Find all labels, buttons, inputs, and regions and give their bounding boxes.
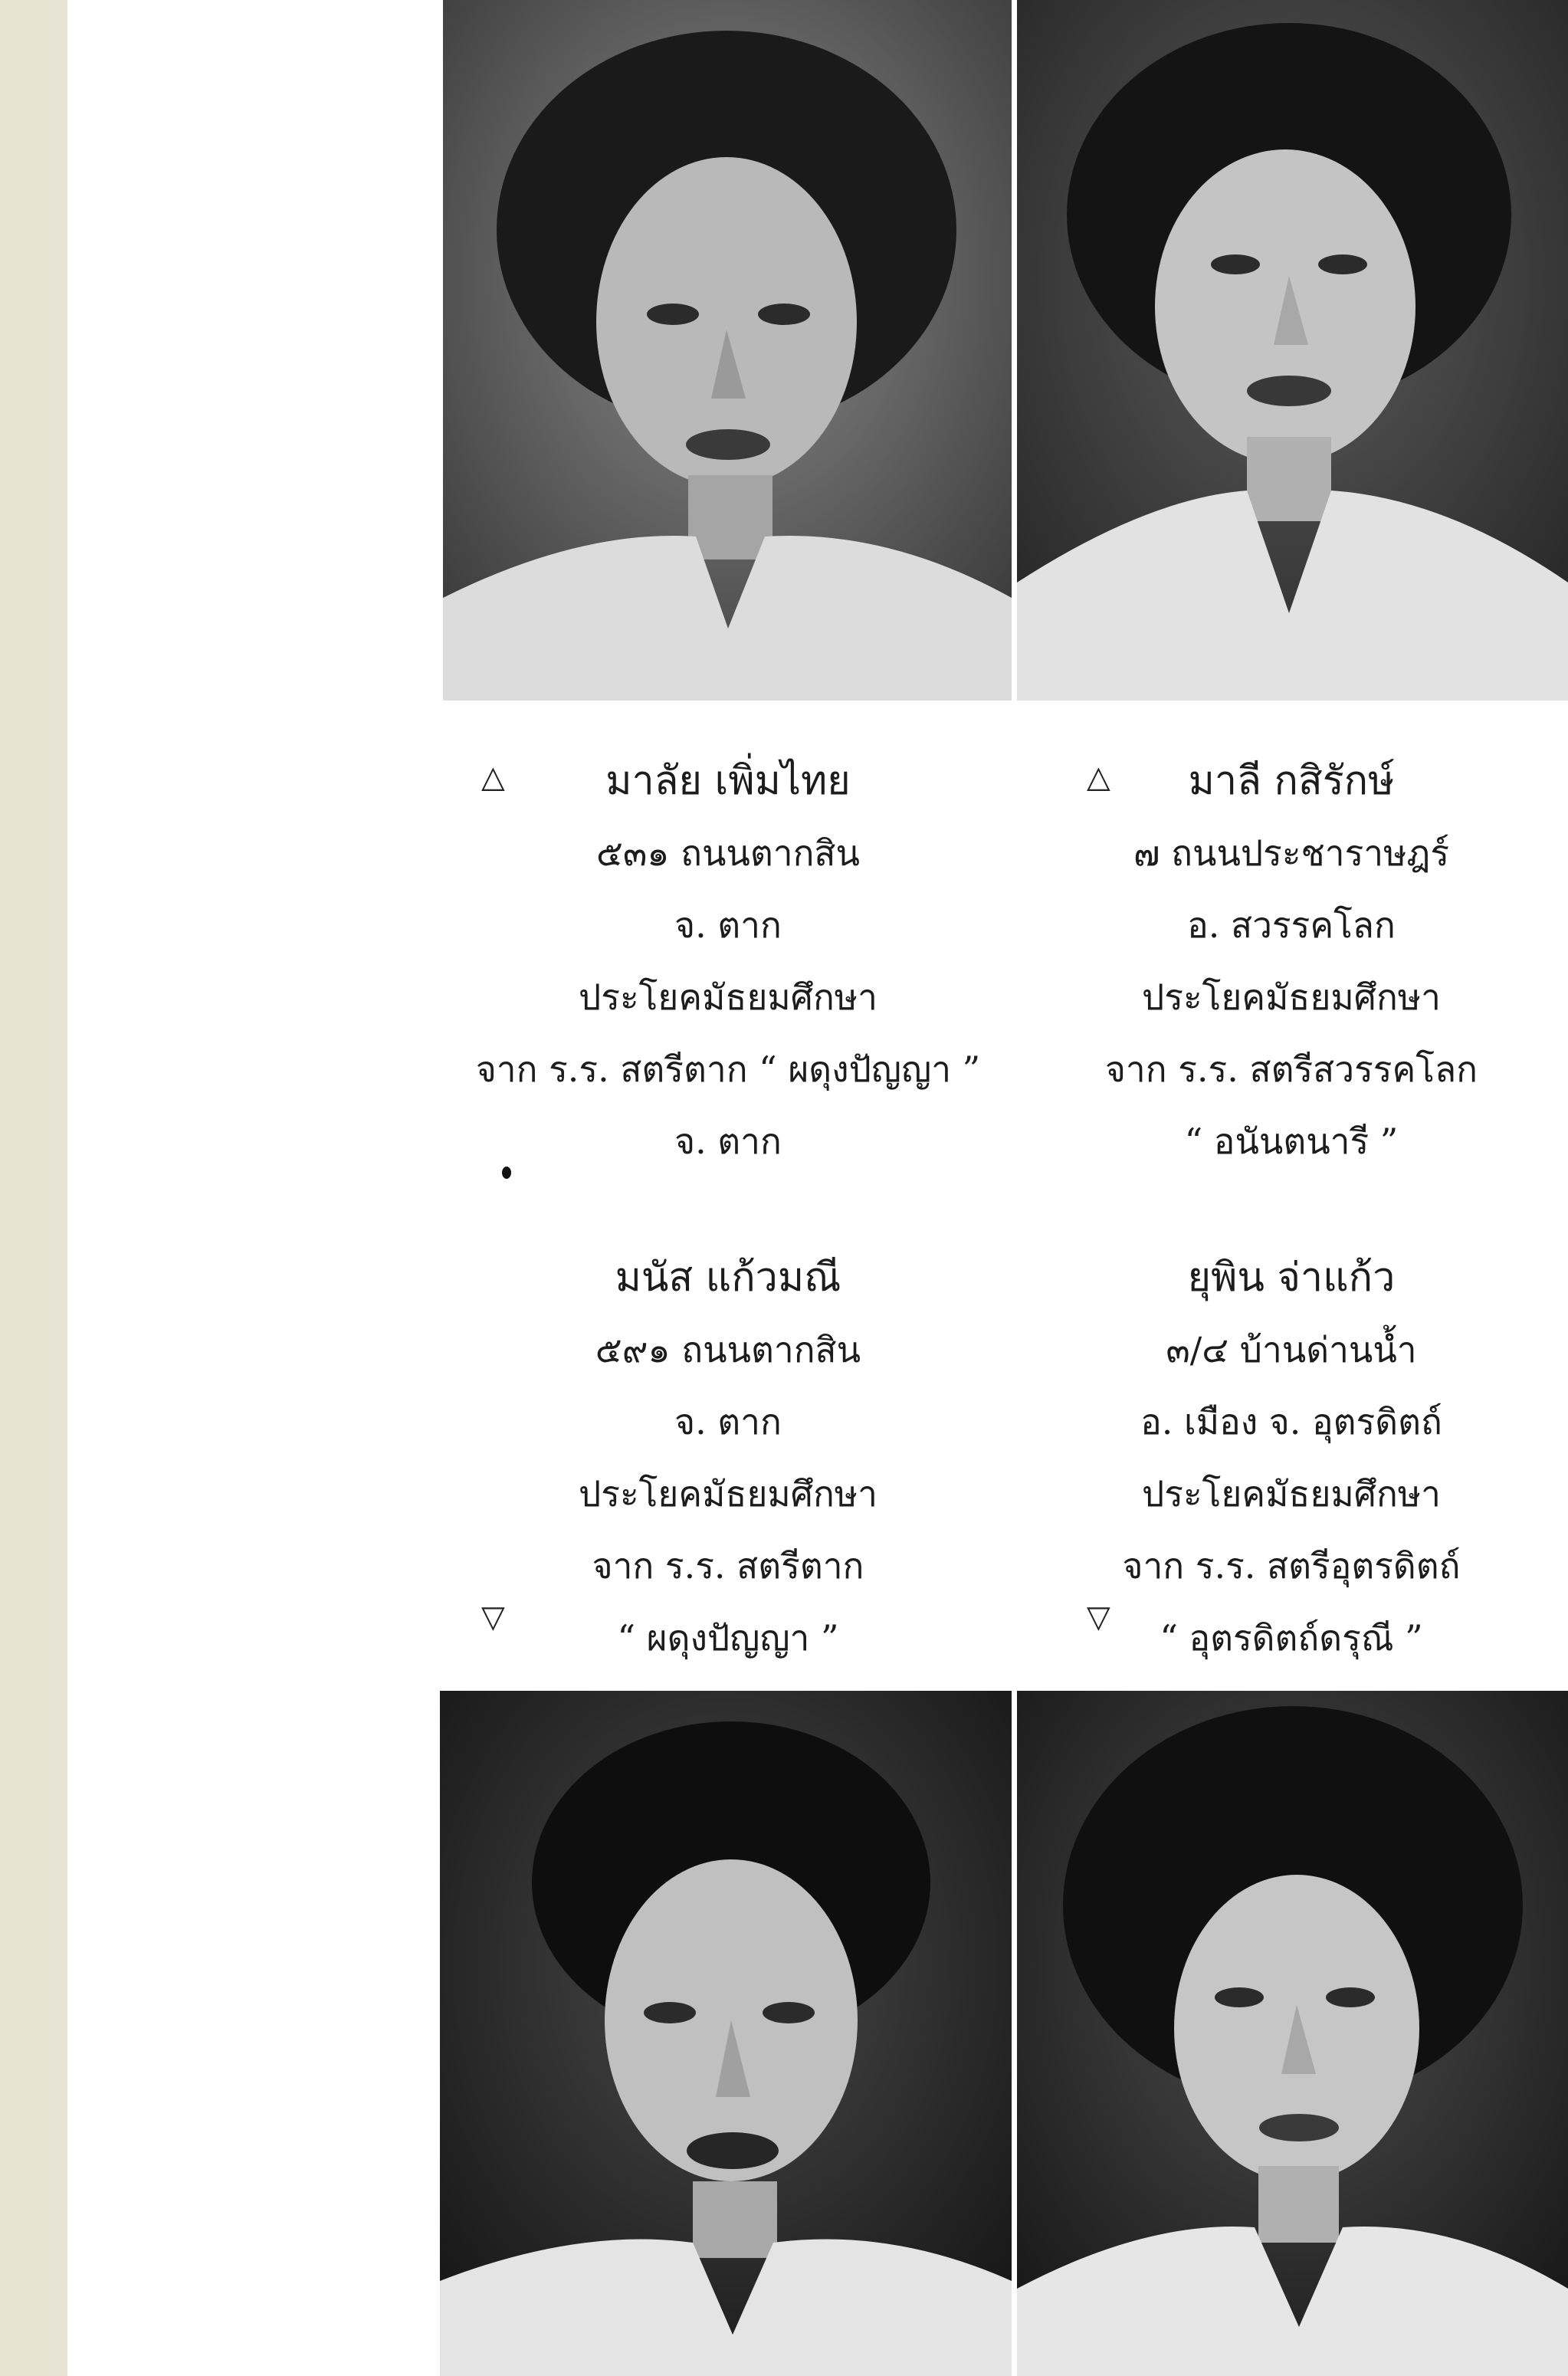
caption-bottom-left (429, 1242, 1027, 1674)
province-line: จ. ตาก (674, 904, 782, 946)
address-line: ๕๙๑ ถนนตากสิน (595, 1329, 861, 1370)
address-line: ๕๓๑ ถนนตากสิน (596, 832, 860, 874)
portrait-photo-bottom-right (1017, 1691, 1568, 2376)
school-line: จาก ร.ร. สตรีสวรรคโลก (1104, 1049, 1478, 1090)
caption-top-left (429, 745, 1027, 1177)
person-name: มาลัย เพิ่มไทย (605, 758, 851, 804)
education-line: ประโยคมัธยมศึกษา (1142, 976, 1441, 1018)
district-province-line: อ. เมือง จ. อุตรดิตถ์ (1140, 1401, 1442, 1442)
portrait-photo-top-left (443, 0, 1012, 701)
portrait-photo-bottom-left (440, 1691, 1012, 2376)
school-name-line: “ ผดุงปัญญา ” (617, 1617, 839, 1659)
person-name: มนัส แก้วมณี (615, 1255, 841, 1301)
person-name: มาลี กสิรักษ์ (1188, 758, 1395, 804)
triangle-down-icon: ▽ (481, 1600, 505, 1635)
page-gutter (0, 0, 67, 2376)
school-name-line: “ อุตรดิตถ์ดรุณี ” (1160, 1617, 1423, 1659)
person-name: ยุพิน จ่าแก้ว (1187, 1255, 1396, 1301)
address-line: ๓/๔ บ้านด่านน้ำ (1166, 1329, 1417, 1370)
school-province-line: จ. ตาก (674, 1121, 782, 1162)
portrait-photo-top-right (1017, 0, 1568, 701)
province-line: จ. ตาก (674, 1401, 782, 1442)
education-line: ประโยคมัธยมศึกษา (579, 976, 877, 1018)
triangle-down-icon: ▽ (1087, 1600, 1110, 1635)
school-name-line: “ อนันตนารี ” (1184, 1121, 1399, 1162)
caption-bottom-right (1027, 1242, 1556, 1674)
address-line: ๗ ถนนประชาราษฎร์ (1133, 832, 1450, 874)
school-line: จาก ร.ร. สตรีตาก “ ผดุงปัญญา ” (475, 1049, 981, 1090)
district-line: อ. สวรรคโลก (1187, 904, 1396, 946)
education-line: ประโยคมัธยมศึกษา (579, 1473, 877, 1515)
caption-top-right (1027, 745, 1556, 1177)
triangle-up-icon: △ (481, 760, 505, 795)
school-line: จาก ร.ร. สตรีตาก (592, 1545, 864, 1587)
school-line: จาก ร.ร. สตรีอุตรดิตถ์ (1122, 1545, 1461, 1587)
education-line: ประโยคมัธยมศึกษา (1142, 1473, 1441, 1515)
triangle-up-icon: △ (1087, 760, 1110, 795)
